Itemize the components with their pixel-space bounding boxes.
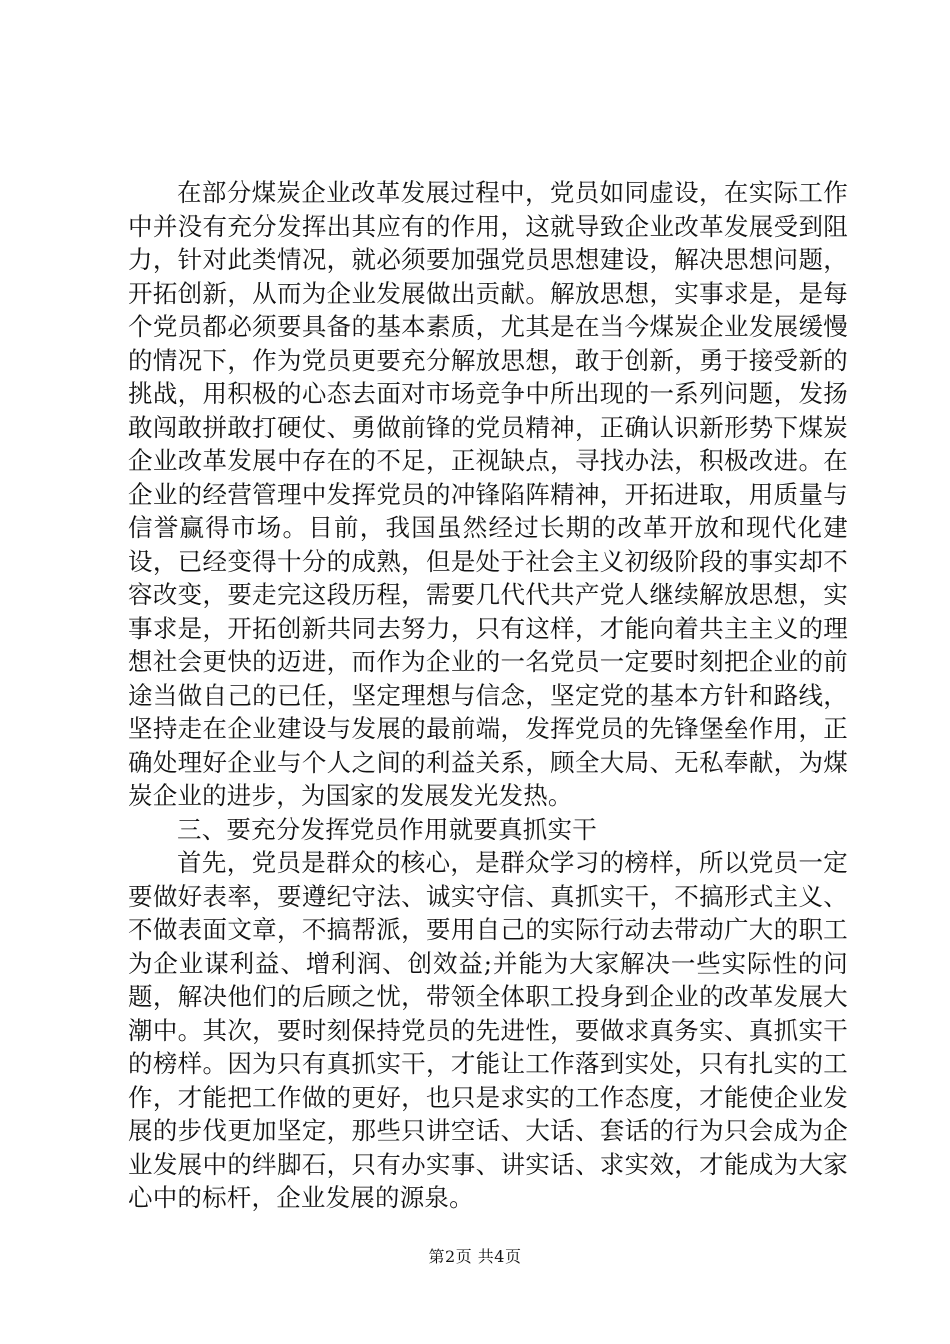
section-heading: 三、要充分发挥党员作用就要真抓实干 [177,814,597,844]
page-number-footer: 第2页 共4页 [428,1247,522,1266]
document-body [128,176,848,1215]
body-paragraph-2: 首先，党员是群众的核心，是群众学习的榜样，所以党员一定要做好表率，要遵纪守法、诚实守信、真抓实干，不搞形式主义、不做表面文章，不搞帮派，要用自己的实际行动去带动广大的职工为企业谋利益、增利润、创效益;并能为大家解决一些实际性的问题，解决他们的后顾之忧，带领全体职工投身到企业的改革发展大潮中。其次，要时刻保持党员的先进性，要做求真务实、真抓实干的榜样。因为只有真抓实干，才能让工作落到实处，只有扎实的工作，才能把工作做的更好，也只是求实的工作态度，才能使企业发展的步伐更加坚定，那些只讲空话、大话、套话的行为只会成为企业发展中的绊脚石，只有办实事、讲实话、求实效，才能成为大家心中的标杆，企业发展的源泉。 [128,848,848,1212]
body-paragraph-1: 在部分煤炭企业改革发展过程中，党员如同虚设，在实际工作中并没有充分发挥出其应有的作用，这就导致企业改革发展受到阻力，针对此类情况，就必须要加强党员思想建设，解决思想问题，开拓创新，从而为企业发展做出贡献。解放思想，实事求是，是每个党员都必须要具备的基本素质，尤其是在当今煤炭企业发展缓慢的情况下，作为党员更要充分解放思想，敢于创新，勇于接受新的挑战，用积极的心态去面对市场竞争中所出现的一系列问题，发扬敢闯敢拼敢打硬仗、勇做前锋的党员精神，正确认识新形势下煤炭企业改革发展中存在的不足，正视缺点，寻找办法，积极改进。在企业的经营管理中发挥党员的冲锋陷阵精神，开拓进取，用质量与信誉赢得市场。目前，我国虽然经过长期的改革开放和现代化建设，已经变得十分的成熟，但是处于社会主义初级阶段的事实却不容改变，要走完这段历程，需要几代代共产党人继续解放思想，实事求是，开拓创新共同去努力，只有这样，才能向着共主主义的理想社会更快的迈进，而作为企业的一名党员一定要时刻把企业的前途当做自己的已任，坚定理想与信念，坚定党的基本方针和路线，坚持走在企业建设与发展的最前端，发挥党员的先锋堡垒作用，正确处理好企业与个人之间的利益关系，顾全大局、无私奉献，为煤炭企业的进步，为国家的发展发光发热。 [128,178,848,810]
